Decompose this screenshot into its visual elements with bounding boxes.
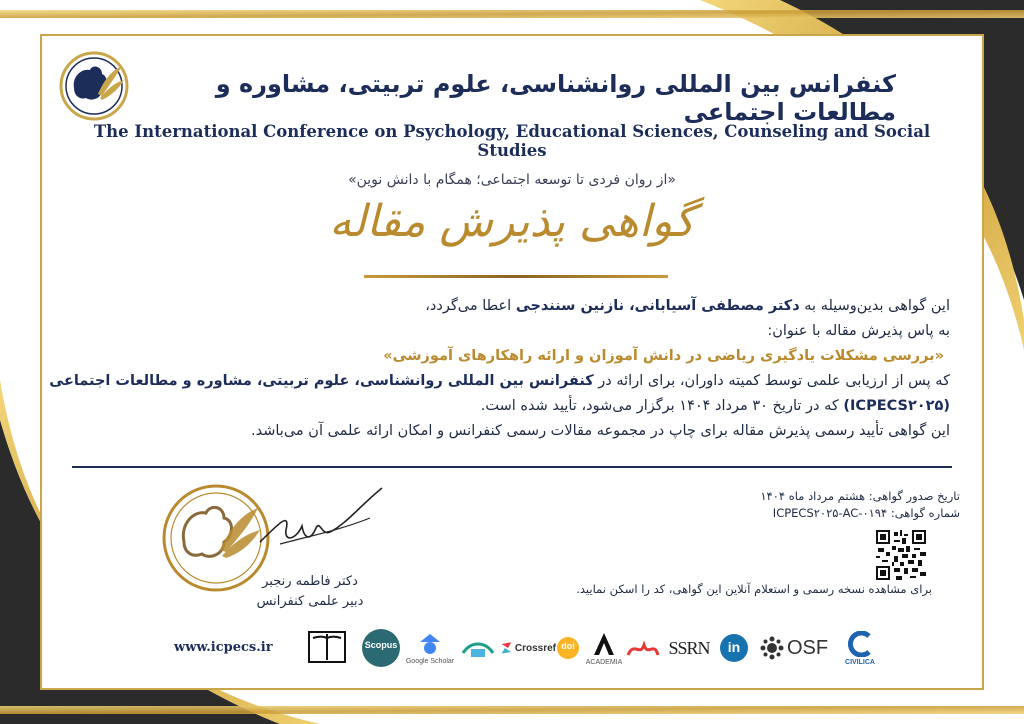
line4-prefix: که پس از ارزیابی علمی توسط کمیته داوران، برای ارائه در <box>598 373 950 389</box>
civilica-logo <box>838 620 882 676</box>
body-line-2: به پاس پذیرش مقاله با عنوان: <box>767 323 950 339</box>
signer-block <box>220 572 400 612</box>
crossref-logo <box>500 620 556 676</box>
linkedin-label: in <box>727 639 741 655</box>
certificate-number: شماره گواهی: ICPECS۲۰۲۵-AC-۰۱۹۴ <box>772 506 960 520</box>
osf-logo <box>756 620 832 676</box>
scan-note: برای مشاهده نسخه رسمی و استعلام آنلاین این گواهی، کد را اسکن نمایید. <box>576 582 932 596</box>
osf-icon <box>760 636 784 660</box>
conference-title-en: The International Conference on Psychology, Educational Sciences, Counseling and Social Studies <box>93 122 931 160</box>
conference-logo-icon <box>58 50 130 122</box>
institute-logo <box>304 620 350 676</box>
paper-title: «بررسی مشکلات یادگیری ریاضی در دانش آموزان و ارائه راهکارهای آموزشی» <box>383 348 944 364</box>
body-line-4 <box>49 369 950 394</box>
civilica-label: CIVILICA <box>845 658 875 666</box>
publisher-icon <box>626 635 660 661</box>
conference-name: کنفرانس بین المللی روانشناسی، علوم تربیتی، مشاوره و مطالعات اجتماعی <box>49 373 594 389</box>
ssrn-label: SSRN <box>668 637 710 658</box>
qr-code-icon[interactable] <box>876 530 926 580</box>
signature-icon <box>250 482 390 562</box>
line1-prefix: این گواهی بدین‌وسیله به <box>804 298 950 314</box>
publisher-logo <box>624 620 662 676</box>
osf-label: OSF <box>786 636 829 659</box>
ssrn-logo <box>666 620 712 676</box>
scopus-label: Scopus <box>364 640 398 650</box>
conference-code: (ICPECS۲۰۲۵) <box>843 398 950 414</box>
google-scholar-icon <box>418 632 442 656</box>
recipient-names: دکتر مصطفی آسیابانی، نازنین سنندجی <box>515 298 800 314</box>
conference-title-fa: کنفرانس بین المللی روانشناسی، علوم تربیتی، مشاوره و مطالعات اجتماعی <box>215 70 896 126</box>
certificate-title: گواهی پذیرش مقاله <box>329 196 695 247</box>
academia-logo <box>586 620 622 676</box>
issue-info <box>730 488 960 522</box>
section-divider <box>72 466 952 468</box>
civilica-icon <box>845 631 875 657</box>
issue-date: تاریخ صدور گواهی: هشتم مرداد ماه ۱۴۰۴ <box>760 489 960 503</box>
index-icon <box>461 635 495 661</box>
doi-logo <box>556 620 580 676</box>
body-line-6: این گواهی تأیید رسمی پذیرش مقاله برای چاپ در مجموعه مقالات رسمی کنفرانس و امکان ارائه علمی آن می‌باشد. <box>251 423 950 439</box>
body-line-5 <box>70 394 950 419</box>
scopus-logo <box>360 620 402 676</box>
signer-name: دکتر فاطمه رنجبر <box>262 574 358 589</box>
website-link[interactable]: www.icpecs.ir <box>174 640 273 655</box>
google-scholar-logo <box>404 620 456 676</box>
academia-icon <box>591 631 617 657</box>
crossref-label: Crossref <box>514 642 556 654</box>
title-underline <box>364 275 668 278</box>
line1-suffix: اعطا می‌گردد، <box>425 298 512 314</box>
linkedin-logo <box>718 620 750 676</box>
line5-rest: که در تاریخ ۳۰ مرداد ۱۴۰۴ برگزار می‌شود، تأیید شده است. <box>480 398 839 414</box>
index-logo <box>458 620 498 676</box>
doi-label: doi <box>561 641 575 651</box>
academia-label: ACADEMIA <box>585 658 623 666</box>
certificate-body <box>49 294 950 444</box>
body-line-1 <box>70 294 950 319</box>
book-icon <box>307 628 347 668</box>
partner-logos <box>304 620 884 676</box>
signer-role: دبیر علمی کنفرانس <box>256 594 364 609</box>
google-scholar-label: Google Scholar <box>405 657 455 665</box>
crossref-icon <box>500 639 513 657</box>
conference-motto: «از روان فردی تا توسعه اجتماعی؛ همگام با دانش نوین» <box>348 172 676 188</box>
